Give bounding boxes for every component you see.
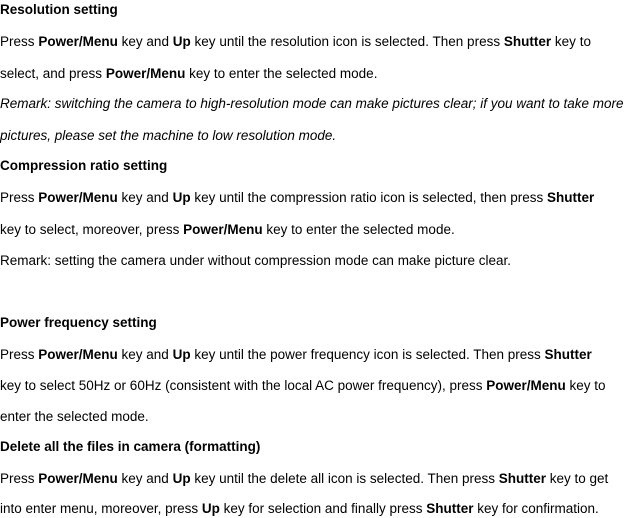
paragraph-line: key to select, moreover, press Power/Menu key to enter the selected mode. [0,222,455,237]
paragraph-line: into enter menu, moreover, press Up key for selection and finally press Shutter key for confirmation. [0,501,599,516]
remark-line: Remark: switching the camera to high-resolution mode can make pictures clear; if you want to take more [0,96,624,111]
section-heading-power-frequency: Power frequency setting [0,315,157,330]
paragraph-line: Press Power/Menu key and Up key until the power frequency icon is selected. Then press Shutter [0,347,592,362]
paragraph-line: enter the selected mode. [0,409,149,424]
remark-line: pictures, please set the machine to low resolution mode. [0,128,337,143]
paragraph-line: key to select 50Hz or 60Hz (consistent with the local AC power frequency), press Power/Menu key to [0,378,606,393]
paragraph-line: Press Power/Menu key and Up key until the resolution icon is selected. Then press Shutter key to [0,34,591,49]
paragraph-line: Press Power/Menu key and Up key until the delete all icon is selected. Then press Shutter key to get [0,471,609,486]
section-heading-compression: Compression ratio setting [0,158,168,173]
paragraph-line: Press Power/Menu key and Up key until the compression ratio icon is selected, then press Shutter [0,190,595,205]
paragraph-line: select, and press Power/Menu key to enter the selected mode. [0,66,378,81]
section-heading-resolution: Resolution setting [0,2,118,17]
section-heading-delete-all: Delete all the files in camera (formatting) [0,439,261,454]
remark-line: Remark: setting the camera under without compression mode can make picture clear. [0,253,511,268]
